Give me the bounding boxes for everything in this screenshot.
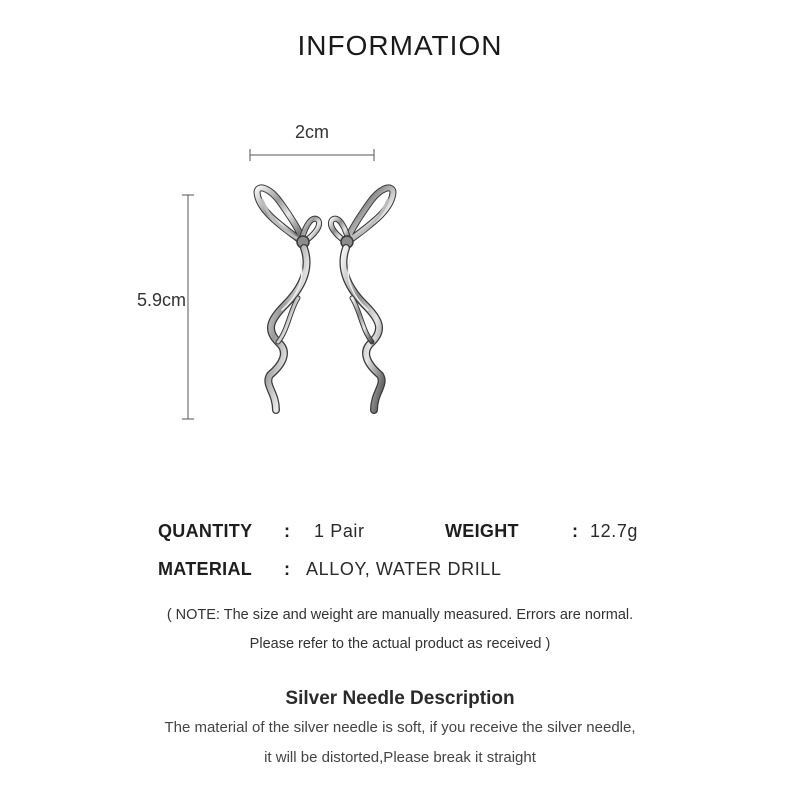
earrings-product-image xyxy=(240,180,410,430)
right-earring xyxy=(331,188,393,410)
quantity-separator: : xyxy=(284,521,290,541)
silver-needle-title: Silver Needle Description xyxy=(285,688,515,709)
material-label: MATERIAL xyxy=(158,559,253,579)
quantity-value: 1 Pair xyxy=(314,521,365,541)
material-separator: : xyxy=(284,559,290,579)
weight-label: WEIGHT xyxy=(445,521,519,541)
silver-needle-line-2: it will be distorted,Please break it straight xyxy=(264,749,536,766)
weight-value: 12.7g xyxy=(590,521,639,541)
width-dimension-label: 2cm xyxy=(294,122,329,142)
silver-needle-line-1: The material of the silver needle is soft, if you receive the silver needle, xyxy=(164,719,636,736)
weight-separator: : xyxy=(572,521,578,541)
note-line-2: Please refer to the actual product as received ) xyxy=(249,636,551,652)
height-dimension-label: 5.9cm xyxy=(136,290,186,310)
note-line-1: ( NOTE: The size and weight are manually measured. Errors are normal. xyxy=(166,607,634,623)
left-earring xyxy=(257,188,319,410)
material-value: ALLOY, WATER DRILL xyxy=(306,559,502,579)
page-title: INFORMATION xyxy=(297,30,503,61)
quantity-label: QUANTITY xyxy=(158,521,253,541)
